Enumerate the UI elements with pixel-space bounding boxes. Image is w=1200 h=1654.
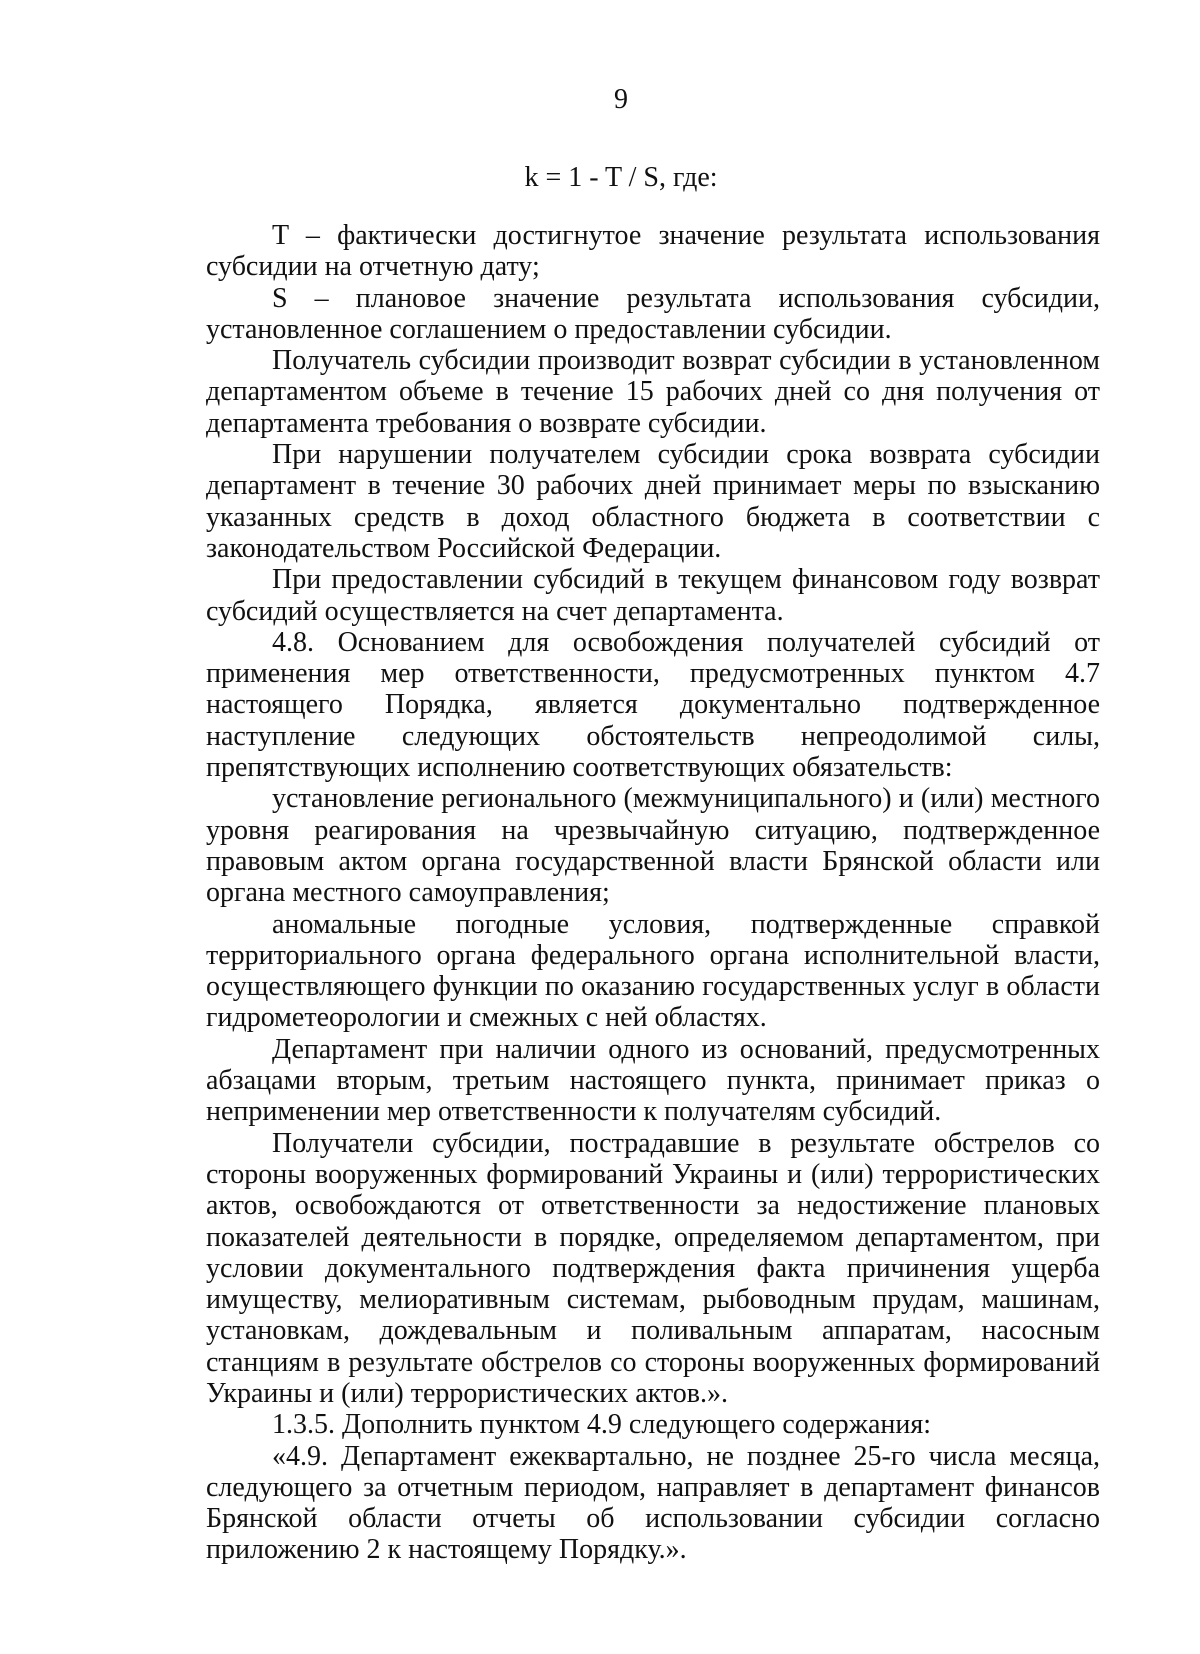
- paragraph-4-9: «4.9. Департамент ежеквартально, не позднее 25-го числа месяца, следующего за отчетным периодом, направляет в департамент финансов Брянской области отчеты об использовании субсидии согласно приложению 2 к настоящему Порядку.».: [206, 1440, 1100, 1566]
- paragraph-t-definition: T – фактически достигнутое значение результата использования субсидии на отчетную дату;: [206, 220, 1100, 283]
- paragraph-refund-violation: При нарушении получателем субсидии срока возврата субсидии департамент в течение 30 рабочих дней принимает меры по взысканию указанных средств в доход областного бюджета в соответствии с законодательством Российской Федерации.: [206, 439, 1100, 564]
- document-body: [206, 220, 1100, 1566]
- formula: k = 1 - T / S, где:: [524, 162, 718, 193]
- page-number: 9: [614, 84, 628, 115]
- paragraph-emergency: установление регионального (межмуниципального) и (или) местного уровня реагирования на чрезвычайную ситуацию, подтвержденное правовым актом органа государственной власти Брянской области или органа местного самоуправления;: [206, 783, 1100, 909]
- paragraph-refund-current-year: При предоставлении субсидий в текущем финансовом году возврат субсидий осуществляется на счет департамента.: [206, 564, 1100, 627]
- paragraph-shelling: Получатели субсидии, пострадавшие в результате обстрелов со стороны вооруженных формирований Украины и (или) террористических актов, освобождаются от ответственности за недостижение плановых показателей деятельности в порядке, определяемом департаментом, при условии документального подтверждения факта причинения ущерба имуществу, мелиоративным системам, рыбоводным прудам, машинам, установкам, дождевальным и поливальным аппаратам, насосным станциям в результате обстрелов со стороны вооруженных формирований Украины и (или) террористических актов.».: [206, 1127, 1100, 1409]
- paragraph-order: Департамент при наличии одного из оснований, предусмотренных абзацами вторым, третьим настоящего пункта, принимает приказ о неприменении мер ответственности к получателям субсидий.: [206, 1033, 1100, 1128]
- paragraph-s-definition: S – плановое значение результата использования субсидии, установленное соглашением о предоставлении субсидии.: [206, 282, 1100, 345]
- paragraph-refund-term: Получатель субсидии производит возврат субсидии в установленном департаментом объеме в течение 15 рабочих дней со дня получения от департамента требования о возврате субсидии.: [206, 345, 1100, 439]
- paragraph-4-8: 4.8. Основанием для освобождения получателей субсидий от применения мер ответственности, предусмотренных пунктом 4.7 настоящего Порядка, является документально подтвержденное наступление следующих обстоятельств непреодолимой силы, препятствующих исполнению соответствующих обязательств:: [206, 626, 1100, 784]
- paragraph-weather: аномальные погодные условия, подтвержденные справкой территориального органа федерального органа исполнительной власти, осуществляющего функции по оказанию государственных услуг в области гидрометеорологии и смежных с ней областях.: [206, 908, 1100, 1034]
- paragraph-1-3-5: 1.3.5. Дополнить пунктом 4.9 следующего содержания:: [272, 1409, 932, 1441]
